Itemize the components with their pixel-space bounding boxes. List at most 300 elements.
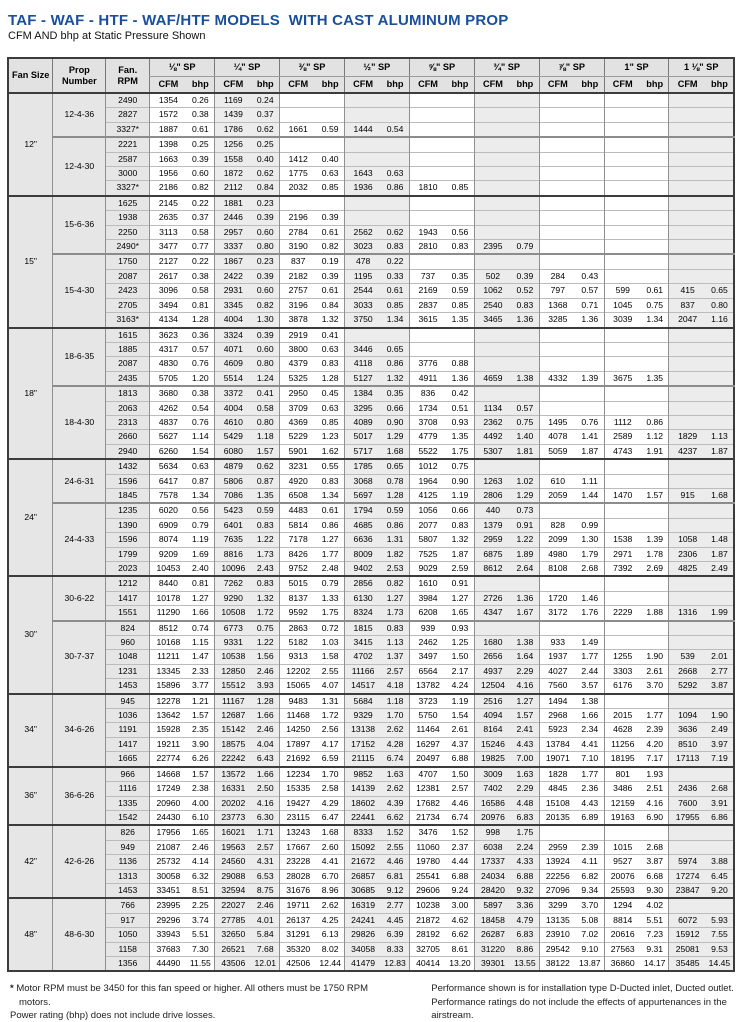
cfm-cell: [279, 93, 316, 108]
bhp-cell: 0.61: [187, 122, 215, 137]
cfm-cell: 6072: [669, 913, 706, 927]
cfm-cell: 2362: [474, 415, 511, 429]
cfm-cell: 2919: [279, 328, 316, 343]
table-row: [8, 313, 734, 328]
bhp-cell: 3.57: [576, 679, 604, 694]
table-row: [8, 211, 734, 225]
bhp-cell: 6.43: [252, 752, 280, 767]
bhp-cell: 0.82: [381, 576, 409, 591]
fan-rpm-cell: 960: [106, 636, 150, 650]
bhp-cell: 0.26: [187, 93, 215, 108]
cfm-cell: 1263: [474, 474, 511, 488]
cfm-cell: 19211: [150, 737, 187, 751]
bhp-cell: 0.61: [316, 503, 344, 518]
cfm-cell: 8324: [344, 606, 381, 621]
cfm-cell: 16319: [344, 898, 381, 913]
cfm-cell: [669, 108, 706, 122]
bhp-cell: [706, 386, 734, 401]
cfm-cell: 3023: [344, 240, 381, 255]
cfm-cell: 25732: [150, 855, 187, 869]
bhp-cell: 4.62: [446, 913, 474, 927]
bhp-cell: 2.40: [187, 562, 215, 577]
bhp-cell: 1.75: [316, 606, 344, 621]
fan-rpm-cell: 1813: [106, 386, 150, 401]
bhp-cell: 1.25: [446, 636, 474, 650]
bhp-cell: 6.59: [316, 752, 344, 767]
cfm-cell: 2950: [279, 386, 316, 401]
bhp-cell: 6.13: [316, 928, 344, 942]
bhp-cell: 4.17: [316, 737, 344, 751]
bhp-cell: [511, 122, 539, 137]
bhp-cell: 0.76: [187, 357, 215, 371]
bhp-cell: 4.29: [316, 796, 344, 810]
prop-number-cell: 42-6-26: [53, 825, 106, 898]
bhp-cell: 0.62: [381, 225, 409, 239]
bhp-cell: [706, 211, 734, 225]
bhp-cell: 2.48: [316, 562, 344, 577]
cfm-cell: 5307: [474, 444, 511, 459]
col-header-fan-rpm: Fan. RPM: [106, 58, 150, 93]
cfm-cell: 33943: [150, 928, 187, 942]
cfm-cell: [409, 122, 446, 137]
bhp-cell: [511, 459, 539, 474]
bhp-cell: 0.77: [187, 240, 215, 255]
bhp-cell: 1.27: [187, 591, 215, 605]
fan-rpm-cell: 766: [106, 898, 150, 913]
bhp-cell: [706, 840, 734, 854]
prop-number-cell: 15-4-30: [53, 254, 106, 327]
bhp-cell: 1.13: [706, 430, 734, 444]
cfm-cell: [604, 342, 641, 356]
bhp-cell: 0.65: [706, 284, 734, 298]
table-row: [8, 137, 734, 152]
bhp-cell: 0.22: [381, 254, 409, 269]
cfm-cell: 2544: [344, 284, 381, 298]
cfm-cell: [539, 342, 576, 356]
bhp-cell: 9.53: [706, 942, 734, 956]
cfm-cell: 837: [279, 254, 316, 269]
bhp-cell: 1.99: [706, 606, 734, 621]
cfm-cell: [669, 122, 706, 137]
bhp-cell: [706, 503, 734, 518]
cfm-cell: 11060: [409, 840, 446, 854]
bhp-cell: [576, 576, 604, 591]
cfm-cell: 23995: [150, 898, 187, 913]
bhp-cell: 9.20: [706, 883, 734, 898]
cfm-cell: 2810: [409, 240, 446, 255]
cfm-cell: 1169: [215, 93, 252, 108]
bhp-cell: 2.51: [641, 782, 669, 796]
cfm-cell: 1881: [215, 196, 252, 211]
cfm-cell: 1256: [215, 137, 252, 152]
bhp-cell: [446, 328, 474, 343]
bhp-cell: 1.36: [511, 591, 539, 605]
bhp-cell: 2.59: [446, 562, 474, 577]
bhp-cell: 9.12: [381, 883, 409, 898]
bhp-cell: [446, 108, 474, 122]
cfm-cell: 2668: [669, 664, 706, 678]
bhp-cell: 0.93: [446, 621, 474, 636]
bhp-cell: 1.68: [316, 825, 344, 840]
bhp-cell: [576, 137, 604, 152]
cfm-cell: 41479: [344, 956, 381, 971]
bhp-cell: [511, 357, 539, 371]
cfm-cell: [669, 576, 706, 591]
bhp-cell: 0.38: [187, 386, 215, 401]
cfm-cell: 3878: [279, 313, 316, 328]
cfm-cell: 2971: [604, 547, 641, 561]
cfm-cell: 5901: [279, 444, 316, 459]
col-subheader-cfm: CFM: [279, 77, 316, 94]
bhp-cell: 0.37: [252, 108, 280, 122]
bhp-cell: [576, 93, 604, 108]
bhp-cell: [576, 211, 604, 225]
cfm-cell: [604, 518, 641, 532]
bhp-cell: 1.19: [187, 533, 215, 547]
cfm-cell: 539: [669, 650, 706, 664]
cfm-cell: 30058: [150, 869, 187, 883]
cfm-cell: 44490: [150, 956, 187, 971]
cfm-cell: 2169: [409, 284, 446, 298]
cfm-cell: 9313: [279, 650, 316, 664]
bhp-cell: 4.45: [381, 913, 409, 927]
bhp-cell: 1.63: [381, 767, 409, 782]
cfm-cell: 5015: [279, 576, 316, 591]
cfm-cell: 13135: [539, 913, 576, 927]
table-row: [8, 459, 734, 474]
cfm-cell: 15896: [150, 679, 187, 694]
cfm-cell: [604, 269, 641, 283]
cfm-cell: 5429: [215, 430, 252, 444]
cfm-cell: 4609: [215, 357, 252, 371]
bhp-cell: 2.46: [252, 723, 280, 737]
cfm-cell: 797: [539, 284, 576, 298]
cfm-cell: 13782: [409, 679, 446, 694]
table-row: [8, 679, 734, 694]
col-subheader-bhp: bhp: [706, 77, 734, 94]
cfm-cell: [539, 137, 576, 152]
cfm-cell: 9527: [604, 855, 641, 869]
cfm-cell: 2059: [539, 488, 576, 503]
cfm-cell: 5897: [474, 898, 511, 913]
fan-rpm-cell: 1938: [106, 211, 150, 225]
bhp-cell: 1.56: [252, 650, 280, 664]
cfm-cell: 20135: [539, 810, 576, 825]
cfm-cell: 6038: [474, 840, 511, 854]
cfm-cell: 4071: [215, 342, 252, 356]
cfm-cell: 1058: [669, 533, 706, 547]
bhp-cell: 0.54: [381, 122, 409, 137]
bhp-cell: 1.38: [511, 636, 539, 650]
cfm-cell: 915: [669, 488, 706, 503]
fan-rpm-cell: 1453: [106, 679, 150, 694]
footnote-power-rating: Power rating (bhp) does not include drive losses.: [10, 1009, 216, 1021]
cfm-cell: 11290: [150, 606, 187, 621]
cfm-cell: [539, 401, 576, 415]
cfm-cell: [344, 196, 381, 211]
cfm-cell: 4332: [539, 371, 576, 386]
bhp-cell: [576, 342, 604, 356]
bhp-cell: 0.87: [252, 474, 280, 488]
bhp-cell: [316, 108, 344, 122]
bhp-cell: 7.00: [511, 752, 539, 767]
cfm-cell: 12381: [409, 782, 446, 796]
bhp-cell: 4.14: [187, 855, 215, 869]
table-row: [8, 855, 734, 869]
cfm-cell: 10178: [150, 591, 187, 605]
asterisk-marker: *: [10, 983, 14, 995]
table-row: [8, 782, 734, 796]
bhp-cell: 6.10: [187, 810, 215, 825]
cfm-cell: 1444: [344, 122, 381, 137]
fan-rpm-cell: 1390: [106, 518, 150, 532]
bhp-cell: 1.31: [316, 694, 344, 709]
cfm-cell: 4483: [279, 503, 316, 518]
cfm-cell: 40414: [409, 956, 446, 971]
table-row: [8, 898, 734, 913]
bhp-cell: 0.38: [187, 269, 215, 283]
cfm-cell: 3476: [409, 825, 446, 840]
bhp-cell: 1.66: [187, 606, 215, 621]
bhp-cell: 3.70: [576, 898, 604, 913]
bhp-cell: 1.93: [641, 767, 669, 782]
cfm-cell: 9483: [279, 694, 316, 709]
bhp-cell: 1.81: [511, 444, 539, 459]
cfm-cell: 32594: [215, 883, 252, 898]
cfm-cell: 24560: [215, 855, 252, 869]
cfm-cell: 3750: [344, 313, 381, 328]
bhp-cell: 1.54: [187, 444, 215, 459]
bhp-cell: 6.88: [511, 869, 539, 883]
cfm-cell: 18575: [215, 737, 252, 751]
cfm-cell: 3636: [669, 723, 706, 737]
cfm-cell: 2784: [279, 225, 316, 239]
cfm-cell: [409, 328, 446, 343]
cfm-cell: [409, 152, 446, 166]
fan-rpm-cell: 1542: [106, 810, 150, 825]
bhp-cell: 1.28: [252, 694, 280, 709]
bhp-cell: 1.44: [576, 488, 604, 503]
bhp-cell: 0.83: [316, 357, 344, 371]
fan-rpm-cell: 1356: [106, 956, 150, 971]
bhp-cell: 0.82: [187, 181, 215, 196]
bhp-cell: 0.86: [381, 518, 409, 532]
bhp-cell: 1.77: [576, 650, 604, 664]
fan-rpm-cell: 3327*: [106, 181, 150, 196]
cfm-cell: 3497: [409, 650, 446, 664]
bhp-cell: 1.32: [252, 591, 280, 605]
cfm-cell: 13572: [215, 767, 252, 782]
bhp-cell: 0.79: [316, 576, 344, 591]
cfm-cell: [539, 122, 576, 137]
cfm-cell: 15246: [474, 737, 511, 751]
bhp-cell: [576, 108, 604, 122]
cfm-cell: 1786: [215, 122, 252, 137]
col-subheader-cfm: CFM: [474, 77, 511, 94]
col-subheader-cfm: CFM: [409, 77, 446, 94]
bhp-cell: 6.88: [446, 752, 474, 767]
bhp-cell: 0.39: [316, 269, 344, 283]
col-subheader-bhp: bhp: [511, 77, 539, 94]
bhp-cell: [641, 825, 669, 840]
cfm-cell: 9331: [215, 636, 252, 650]
table-row: [8, 810, 734, 825]
cfm-cell: 16331: [215, 782, 252, 796]
cfm-cell: 33451: [150, 883, 187, 898]
cfm-cell: 2306: [669, 547, 706, 561]
cfm-cell: [669, 328, 706, 343]
table-header-row-sp: [8, 58, 734, 77]
bhp-cell: [706, 518, 734, 532]
cfm-cell: [604, 254, 641, 269]
bhp-cell: 6.45: [706, 869, 734, 883]
bhp-cell: [576, 181, 604, 196]
bhp-cell: [641, 328, 669, 343]
cfm-cell: [604, 211, 641, 225]
cfm-cell: 3009: [474, 767, 511, 782]
bhp-cell: 0.80: [706, 298, 734, 312]
bhp-cell: 4.33: [511, 855, 539, 869]
col-subheader-cfm: CFM: [604, 77, 641, 94]
bhp-cell: 0.57: [187, 342, 215, 356]
cfm-cell: 17249: [150, 782, 187, 796]
fan-rpm-cell: 1432: [106, 459, 150, 474]
bhp-cell: [706, 269, 734, 283]
bhp-cell: 3.36: [511, 898, 539, 913]
cfm-cell: [669, 825, 706, 840]
cfm-cell: 20960: [150, 796, 187, 810]
bhp-cell: 2.55: [316, 664, 344, 678]
bhp-cell: 1.36: [511, 313, 539, 328]
table-row: [8, 621, 734, 636]
cfm-cell: [474, 621, 511, 636]
cfm-cell: 7402: [474, 782, 511, 796]
cfm-cell: [474, 576, 511, 591]
bhp-cell: 2.29: [511, 782, 539, 796]
cfm-cell: 440: [474, 503, 511, 518]
bhp-cell: [706, 459, 734, 474]
cfm-cell: 5684: [344, 694, 381, 709]
bhp-cell: [706, 474, 734, 488]
bhp-cell: 0.85: [316, 415, 344, 429]
bhp-cell: 7.55: [706, 928, 734, 942]
bhp-cell: 0.39: [187, 152, 215, 166]
cfm-cell: 29606: [409, 883, 446, 898]
cfm-cell: 7086: [215, 488, 252, 503]
bhp-cell: [641, 167, 669, 181]
bhp-cell: [576, 196, 604, 211]
bhp-cell: 0.38: [187, 108, 215, 122]
bhp-cell: 2.44: [576, 664, 604, 678]
bhp-cell: [381, 152, 409, 166]
table-row: [8, 167, 734, 181]
fan-size-cell: 18": [8, 328, 53, 460]
bhp-cell: 0.78: [381, 474, 409, 488]
bhp-cell: 1.90: [706, 709, 734, 723]
cfm-cell: 8440: [150, 576, 187, 591]
table-row: [8, 956, 734, 971]
cfm-cell: 3709: [279, 401, 316, 415]
col-header-sp: ⅞" SP: [539, 58, 604, 77]
cfm-cell: 12278: [150, 694, 187, 709]
cfm-cell: 1195: [344, 269, 381, 283]
cfm-cell: 5974: [669, 855, 706, 869]
cfm-cell: 4825: [669, 562, 706, 577]
cfm-cell: [539, 254, 576, 269]
cfm-cell: 15928: [150, 723, 187, 737]
table-row: [8, 840, 734, 854]
cfm-cell: 5750: [409, 709, 446, 723]
cfm-cell: [539, 167, 576, 181]
cfm-cell: 4628: [604, 723, 641, 737]
cfm-cell: [669, 181, 706, 196]
bhp-cell: 1.50: [446, 650, 474, 664]
cfm-cell: 3039: [604, 313, 641, 328]
bhp-cell: 1.87: [446, 547, 474, 561]
cfm-cell: 10453: [150, 562, 187, 577]
fan-size-cell: 48": [8, 898, 53, 971]
bhp-cell: 1.19: [446, 694, 474, 709]
bhp-cell: 2.68: [706, 782, 734, 796]
bhp-cell: 6.83: [511, 810, 539, 825]
bhp-cell: 5.93: [706, 913, 734, 927]
table-row: [8, 254, 734, 269]
prop-number-cell: 48-6-30: [53, 898, 106, 971]
bhp-cell: [511, 167, 539, 181]
cfm-cell: 7560: [539, 679, 576, 694]
bhp-cell: 1.72: [316, 709, 344, 723]
table-row: [8, 636, 734, 650]
bhp-cell: 1.66: [252, 709, 280, 723]
cfm-cell: 5017: [344, 430, 381, 444]
bhp-cell: 0.59: [316, 122, 344, 137]
prop-number-cell: 34-6-26: [53, 694, 106, 767]
bhp-cell: 4.28: [381, 737, 409, 751]
cfm-cell: 12687: [215, 709, 252, 723]
table-head: [8, 58, 734, 93]
cfm-cell: 801: [604, 767, 641, 782]
bhp-cell: 2.77: [706, 664, 734, 678]
cfm-cell: 5806: [215, 474, 252, 488]
cfm-cell: 1794: [344, 503, 381, 518]
bhp-cell: 4.41: [316, 855, 344, 869]
bhp-cell: 0.39: [316, 211, 344, 225]
cfm-cell: [409, 254, 446, 269]
cfm-cell: 998: [474, 825, 511, 840]
bhp-cell: 4.00: [187, 796, 215, 810]
bhp-cell: 11.55: [187, 956, 215, 971]
cfm-cell: [539, 357, 576, 371]
bhp-cell: 0.59: [252, 503, 280, 518]
bhp-cell: 3.90: [187, 737, 215, 751]
bhp-cell: [446, 167, 474, 181]
bhp-cell: 1.57: [187, 767, 215, 782]
cfm-cell: [474, 196, 511, 211]
bhp-cell: 0.33: [381, 269, 409, 283]
bhp-cell: [706, 636, 734, 650]
cfm-cell: 1558: [215, 152, 252, 166]
cfm-cell: 828: [539, 518, 576, 532]
fan-rpm-cell: 1551: [106, 606, 150, 621]
bhp-cell: 2.33: [187, 664, 215, 678]
bhp-cell: 0.35: [381, 386, 409, 401]
bhp-cell: 1.70: [381, 709, 409, 723]
bhp-cell: 0.83: [252, 576, 280, 591]
bhp-cell: 3.87: [706, 679, 734, 694]
bhp-cell: 4.39: [381, 796, 409, 810]
cfm-cell: 9402: [344, 562, 381, 577]
cfm-cell: 2968: [539, 709, 576, 723]
